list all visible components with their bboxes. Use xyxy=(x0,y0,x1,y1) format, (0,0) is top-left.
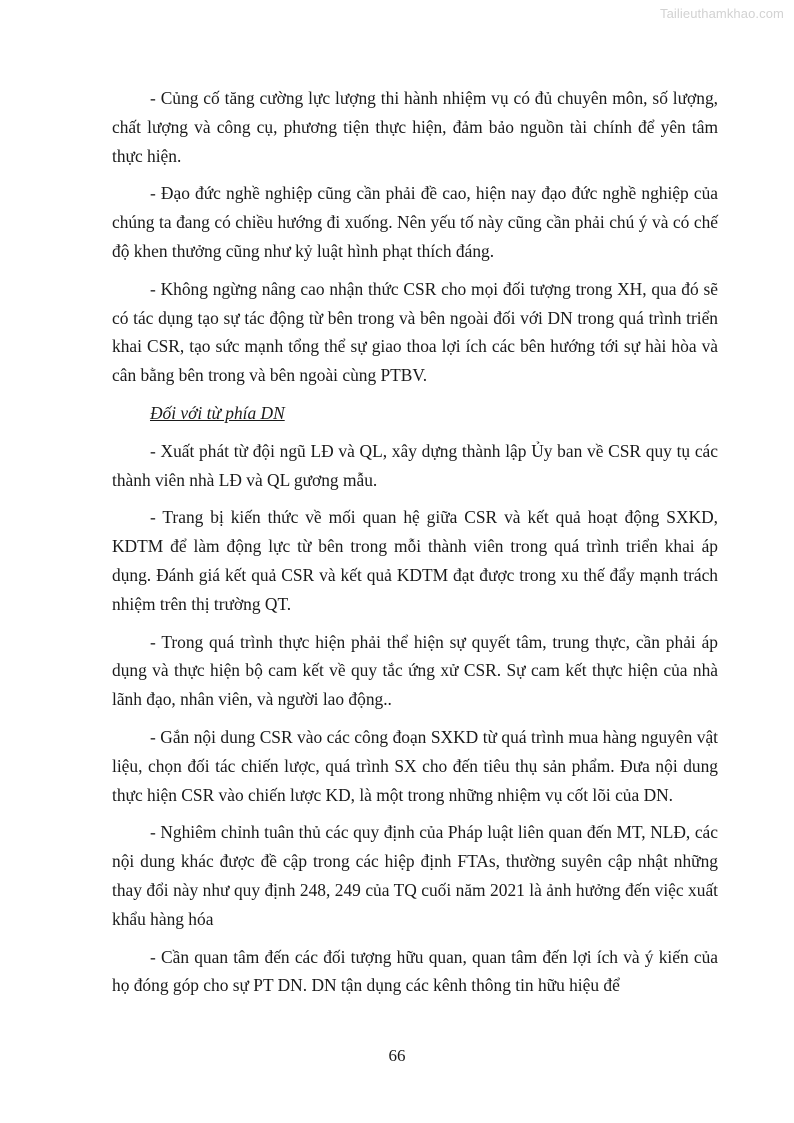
paragraph: - Trang bị kiến thức về mối quan hệ giữa CSR và kết quả hoạt động SXKD, KDTM để làm động lực từ bên trong mỗi thành viên trong quá trình triển khai áp dụng. Đánh giá kết quả CSR và kết quả KDTM đạt được trong xu thế đẩy mạnh trách nhiệm trên thị trường QT. xyxy=(112,507,718,614)
paragraph: - Nghiêm chỉnh tuân thủ các quy định của Pháp luật liên quan đến MT, NLĐ, các nội dung khác được đề cập trong các hiệp định FTAs, thường suyên cập nhật những thay đổi này như quy định 248, 249 của TQ cuối năm 2021 là ảnh hưởng đến việc xuất khẩu hàng hóa xyxy=(112,822,718,929)
paragraph: - Gắn nội dung CSR vào các công đoạn SXKD từ quá trình mua hàng nguyên vật liệu, chọn đối tác chiến lược, quá trình SX cho đến tiêu thụ sản phẩm. Đưa nội dung thực hiện CSR vào chiến lược KD, là một trong những nhiệm vụ cốt lõi của DN. xyxy=(112,726,718,805)
paragraph: - Không ngừng nâng cao nhận thức CSR cho mọi đối tượng trong XH, qua đó sẽ có tác dụng tạo sự tác động từ bên trong và bên ngoài đối với DN trong quá trình triển khai CSR, tạo sức mạnh tổng thể sự giao thoa lợi ích các bên hướng tới sự hài hòa và cân bằng bên trong và bên ngoài cùng PTBV. xyxy=(112,278,718,386)
paragraph: - Đạo đức nghề nghiệp cũng cần phải đề cao, hiện nay đạo đức nghề nghiệp của chúng ta đang có chiều hướng đi xuống. Nên yếu tố này cũng cần phải chú ý và có chế độ khen thưởng cũng như kỷ luật hình phạt thích đáng. xyxy=(112,183,718,261)
watermark: Tailieuthamkhao.com xyxy=(659,6,784,21)
paragraph: - Trong quá trình thực hiện phải thể hiện sự quyết tâm, trung thực, cần phải áp dụng và thực hiện bộ cam kết về quy tắc ứng xử CSR. Sự cam kết thực hiện của nhà lãnh đạo, nhân viên, và người lao động.. xyxy=(112,631,718,710)
section-heading: Đối với từ phía DN xyxy=(150,402,285,423)
paragraph: - Cần quan tâm đến các đối tượng hữu quan, quan tâm đến lợi ích và ý kiến của họ đóng góp cho sự PT DN. DN tận dụng các kênh thông tin hữu hiệu để xyxy=(112,946,718,996)
page-body xyxy=(112,84,718,1009)
page-number: 66 xyxy=(388,1046,406,1065)
paragraph: - Xuất phát từ đội ngũ LĐ và QL, xây dựng thành lập Ủy ban về CSR quy tụ các thành viên nhà LĐ và QL gương mẫu. xyxy=(112,440,718,490)
paragraph: - Củng cố tăng cường lực lượng thi hành nhiệm vụ có đủ chuyên môn, số lượng, chất lượng và công cụ, phương tiện thực hiện, đảm bảo nguồn tài chính để yên tâm thực hiện. xyxy=(112,88,718,166)
